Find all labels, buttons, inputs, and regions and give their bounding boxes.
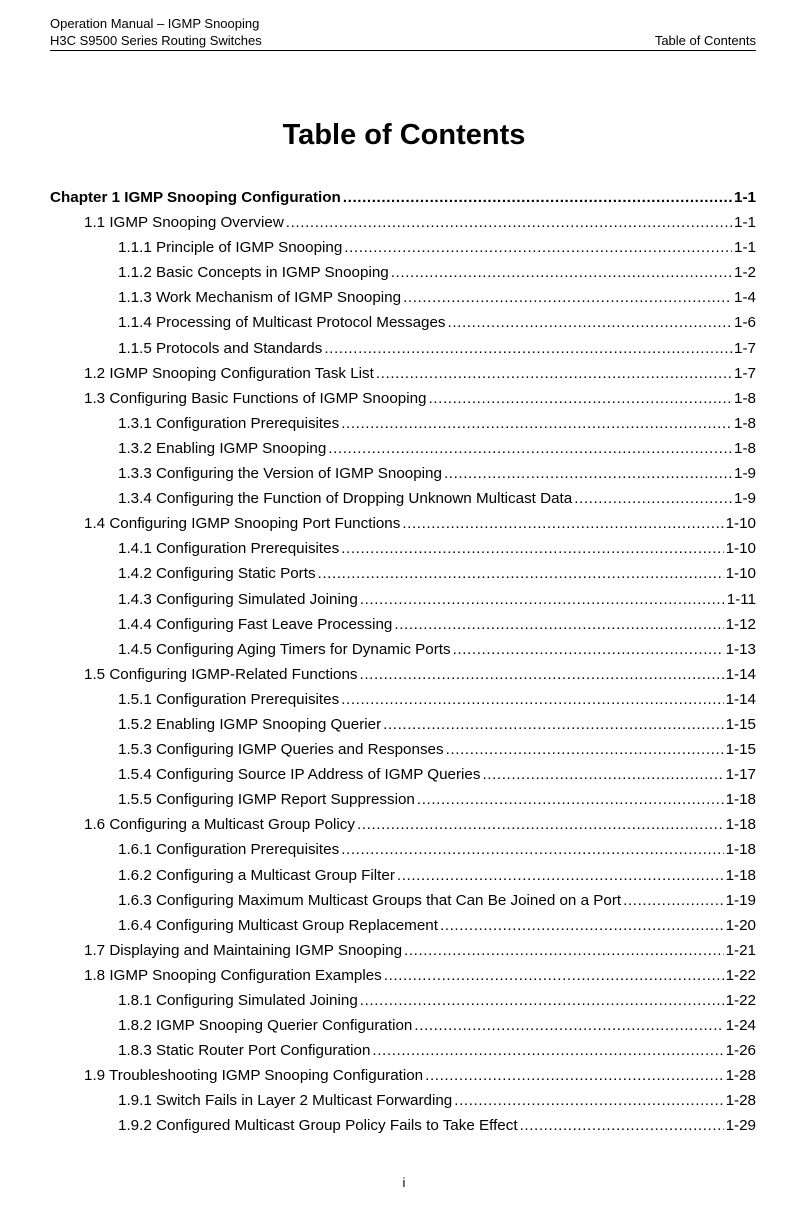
- toc-entry-page: 1-22: [725, 966, 756, 984]
- toc-leader-dots: [318, 565, 724, 582]
- toc-entry-label: Chapter 1 IGMP Snooping Configuration: [50, 189, 341, 206]
- toc-entry[interactable]: [50, 942, 756, 967]
- toc-entry-label: 1.8.2 IGMP Snooping Querier Configuration: [118, 1017, 413, 1035]
- toc-entry-page: 1-4: [734, 289, 756, 307]
- toc-leader-dots: [384, 967, 724, 984]
- toc-entry-label: 1.4 Configuring IGMP Snooping Port Functions: [84, 515, 401, 533]
- toc-entry[interactable]: [50, 515, 756, 540]
- toc-entry-label: 1.1.4 Processing of Multicast Protocol Messages: [118, 314, 446, 332]
- toc-entry-label: 1.1.1 Principle of IGMP Snooping: [118, 239, 343, 257]
- toc-leader-dots: [520, 1117, 724, 1134]
- toc-leader-dots: [341, 415, 732, 432]
- toc-leader-dots: [428, 390, 732, 407]
- toc-entry-label: 1.9 Troubleshooting IGMP Snooping Configuration: [84, 1067, 424, 1085]
- toc-entry-page: 1-10: [725, 515, 756, 533]
- toc-entry-label: 1.4.3 Configuring Simulated Joining: [118, 590, 358, 608]
- toc-leader-dots: [376, 365, 732, 382]
- toc-entry[interactable]: [50, 641, 756, 666]
- toc-entry-page: 1-10: [725, 540, 756, 558]
- toc-entry[interactable]: [50, 540, 756, 565]
- toc-entry[interactable]: [50, 1067, 756, 1092]
- toc-entry-page: 1-12: [725, 615, 756, 633]
- toc-entry-label: 1.5.5 Configuring IGMP Report Suppression: [118, 791, 415, 809]
- header-row-2: [50, 32, 756, 49]
- toc-entry[interactable]: [50, 967, 756, 992]
- toc-entry-label: 1.6 Configuring a Multicast Group Policy: [84, 816, 355, 834]
- toc-entry-label: 1.6.1 Configuration Prerequisites: [118, 841, 340, 859]
- toc-entry-page: 1-26: [725, 1042, 756, 1060]
- toc-entry[interactable]: [50, 766, 756, 791]
- toc-leader-dots: [417, 791, 724, 808]
- toc-entry-page: 1-18: [725, 816, 756, 834]
- toc-entry-page: 1-8: [734, 439, 756, 457]
- toc-entry-page: 1-14: [725, 665, 756, 683]
- toc-leader-dots: [404, 942, 724, 959]
- toc-entry-label: 1.3.3 Configuring the Version of IGMP Snooping: [118, 465, 442, 483]
- toc-entry-label: 1.6.4 Configuring Multicast Group Replacement: [118, 916, 438, 934]
- toc-entry-label: 1.2 IGMP Snooping Configuration Task List: [84, 364, 374, 382]
- toc-entry-page: 1-21: [725, 941, 756, 959]
- toc-entry-label: 1.9.1 Switch Fails in Layer 2 Multicast Forwarding: [118, 1092, 453, 1110]
- toc-leader-dots: [414, 1017, 723, 1034]
- toc-entry-page: 1-8: [734, 389, 756, 407]
- toc-entry-label: 1.4.2 Configuring Static Ports: [118, 565, 316, 583]
- toc-leader-dots: [425, 1067, 723, 1084]
- toc-entry-page: 1-24: [725, 1017, 756, 1035]
- page-number: i: [402, 1175, 406, 1190]
- product-name: H3C S9500 Series Routing Switches: [50, 33, 262, 48]
- toc-entry-label: 1.6.3 Configuring Maximum Multicast Groups that Can Be Joined on a Port: [118, 891, 622, 909]
- toc-entry-label: 1.4.4 Configuring Fast Leave Processing: [118, 615, 393, 633]
- toc-leader-dots: [372, 1042, 723, 1059]
- toc-entry-page: 1-28: [725, 1092, 756, 1110]
- toc-entry-page: 1-8: [734, 414, 756, 432]
- toc-entry-label: 1.1.2 Basic Concepts in IGMP Snooping: [118, 264, 389, 282]
- toc-entry-label: 1.8.3 Static Router Port Configuration: [118, 1042, 371, 1060]
- toc-leader-dots: [343, 189, 732, 206]
- toc-leader-dots: [360, 992, 724, 1009]
- page-title: Table of Contents: [282, 119, 526, 151]
- toc-entry[interactable]: [50, 741, 756, 766]
- toc-entry-page: 1-11: [726, 590, 756, 608]
- header-divider: [50, 50, 756, 51]
- toc-entry-label: 1.8.1 Configuring Simulated Joining: [118, 992, 358, 1009]
- toc-entry[interactable]: [50, 917, 756, 942]
- toc-entry[interactable]: [50, 440, 756, 465]
- toc-leader-dots: [623, 892, 723, 909]
- toc-entry[interactable]: [50, 791, 756, 816]
- toc-leader-dots: [286, 214, 732, 231]
- toc-entry[interactable]: [50, 264, 756, 289]
- toc-leader-dots: [341, 540, 723, 557]
- toc-entry-label: 1.6.2 Configuring a Multicast Group Filter: [118, 866, 395, 884]
- toc-leader-dots: [397, 867, 724, 884]
- toc-entry-page: 1-2: [734, 264, 756, 282]
- toc-leader-dots: [446, 741, 724, 758]
- page-header: [50, 15, 756, 49]
- toc-entry-label: 1.1 IGMP Snooping Overview: [84, 214, 284, 232]
- toc-leader-dots: [448, 314, 733, 331]
- section-name: Table of Contents: [654, 33, 756, 48]
- table-of-contents: [50, 189, 756, 1143]
- toc-entry-page: 1-17: [725, 766, 756, 784]
- toc-leader-dots: [328, 440, 732, 457]
- toc-entry[interactable]: [50, 691, 756, 716]
- toc-entry-label: 1.8 IGMP Snooping Configuration Examples: [84, 966, 382, 984]
- toc-entry[interactable]: [50, 239, 756, 264]
- toc-entry-label: 1.5.2 Enabling IGMP Snooping Querier: [118, 715, 382, 733]
- toc-entry-page: 1-14: [725, 690, 756, 708]
- toc-entry[interactable]: [50, 666, 756, 691]
- toc-entry[interactable]: [50, 390, 756, 415]
- toc-entry[interactable]: [50, 1042, 756, 1067]
- toc-leader-dots: [394, 616, 723, 633]
- toc-entry-page: 1-1: [734, 239, 756, 257]
- toc-leader-dots: [341, 841, 723, 858]
- toc-entry-page: 1-9: [734, 490, 756, 508]
- toc-entry[interactable]: [50, 214, 756, 239]
- toc-entry-label: 1.5.1 Configuration Prerequisites: [118, 690, 340, 708]
- toc-entry-page: 1-9: [734, 465, 756, 483]
- toc-entry[interactable]: [50, 591, 756, 616]
- toc-entry-page: 1-10: [725, 565, 756, 583]
- toc-leader-dots: [357, 816, 724, 833]
- toc-entry[interactable]: [50, 289, 756, 314]
- toc-entry-page: 1-29: [725, 1117, 756, 1135]
- toc-leader-dots: [360, 591, 725, 608]
- toc-entry-page: 1-15: [725, 741, 756, 759]
- toc-entry[interactable]: [50, 415, 756, 440]
- toc-entry-page: 1-7: [734, 364, 756, 382]
- toc-entry[interactable]: [50, 1092, 756, 1117]
- toc-entry-page: 1-1: [734, 214, 756, 232]
- toc-leader-dots: [391, 264, 732, 281]
- toc-entry[interactable]: [50, 892, 756, 917]
- toc-entry[interactable]: [50, 816, 756, 841]
- toc-entry[interactable]: [50, 992, 756, 1017]
- toc-leader-dots: [574, 490, 732, 507]
- toc-entry-page: 1-19: [725, 891, 756, 909]
- toc-entry-page: 1-28: [725, 1067, 756, 1085]
- toc-entry-label: 1.4.1 Configuration Prerequisites: [118, 540, 340, 558]
- toc-entry-page: 1-13: [725, 640, 756, 658]
- toc-entry[interactable]: [50, 716, 756, 741]
- toc-entry[interactable]: [50, 365, 756, 390]
- toc-entry-label: 1.5.4 Configuring Source IP Address of IGMP Queries: [118, 766, 481, 784]
- toc-entry-label: 1.1.5 Protocols and Standards: [118, 339, 323, 357]
- toc-entry[interactable]: [50, 841, 756, 866]
- toc-entry-page: 1-7: [734, 339, 756, 357]
- toc-entry-label: 1.5.3 Configuring IGMP Queries and Responses: [118, 741, 444, 759]
- toc-entry-page: 1-6: [734, 314, 756, 332]
- toc-leader-dots: [440, 917, 724, 934]
- toc-entry-page: 1-22: [725, 992, 756, 1009]
- toc-entry-page: 1-15: [725, 715, 756, 733]
- toc-entry-label: 1.9.2 Configured Multicast Group Policy Fails to Take Effect: [118, 1117, 518, 1135]
- toc-entry-label: 1.1.3 Work Mechanism of IGMP Snooping: [118, 289, 402, 307]
- toc-leader-dots: [341, 691, 723, 708]
- toc-leader-dots: [403, 289, 732, 306]
- toc-entry-label: 1.3.1 Configuration Prerequisites: [118, 414, 340, 432]
- toc-entry[interactable]: [50, 490, 756, 515]
- toc-leader-dots: [444, 465, 732, 482]
- toc-leader-dots: [360, 666, 724, 683]
- toc-leader-dots: [324, 340, 732, 357]
- toc-entry-page: 1-18: [725, 841, 756, 859]
- header-row-1: [50, 15, 756, 32]
- toc-entry-label: 1.7 Displaying and Maintaining IGMP Snooping: [84, 941, 403, 959]
- toc-entry-label: 1.3.4 Configuring the Function of Dropping Unknown Multicast Data: [118, 490, 573, 508]
- toc-leader-dots: [482, 766, 723, 783]
- toc-leader-dots: [453, 641, 724, 658]
- toc-entry[interactable]: [50, 565, 756, 590]
- toc-leader-dots: [344, 239, 732, 256]
- manual-title: Operation Manual – IGMP Snooping: [50, 16, 260, 31]
- toc-entry-page: 1-18: [725, 791, 756, 809]
- toc-entry[interactable]: [50, 314, 756, 339]
- toc-entry[interactable]: [50, 867, 756, 892]
- toc-entry-page: 1-18: [725, 866, 756, 884]
- toc-leader-dots: [402, 515, 723, 532]
- toc-entry-page: 1-1: [734, 189, 756, 206]
- toc-entry-label: 1.5 Configuring IGMP-Related Functions: [84, 665, 358, 683]
- toc-entry-label: 1.4.5 Configuring Aging Timers for Dynamic Ports: [118, 640, 451, 658]
- toc-entry[interactable]: [50, 1117, 756, 1142]
- toc-leader-dots: [383, 716, 723, 733]
- toc-entry-label: 1.3.2 Enabling IGMP Snooping: [118, 439, 327, 457]
- toc-entry[interactable]: [50, 189, 756, 214]
- toc-entry[interactable]: [50, 340, 756, 365]
- toc-entry[interactable]: [50, 1017, 756, 1042]
- toc-entry-label: 1.3 Configuring Basic Functions of IGMP Snooping: [84, 389, 427, 407]
- toc-entry[interactable]: [50, 616, 756, 641]
- toc-entry[interactable]: [50, 465, 756, 490]
- toc-leader-dots: [454, 1092, 723, 1109]
- toc-entry-page: 1-20: [725, 916, 756, 934]
